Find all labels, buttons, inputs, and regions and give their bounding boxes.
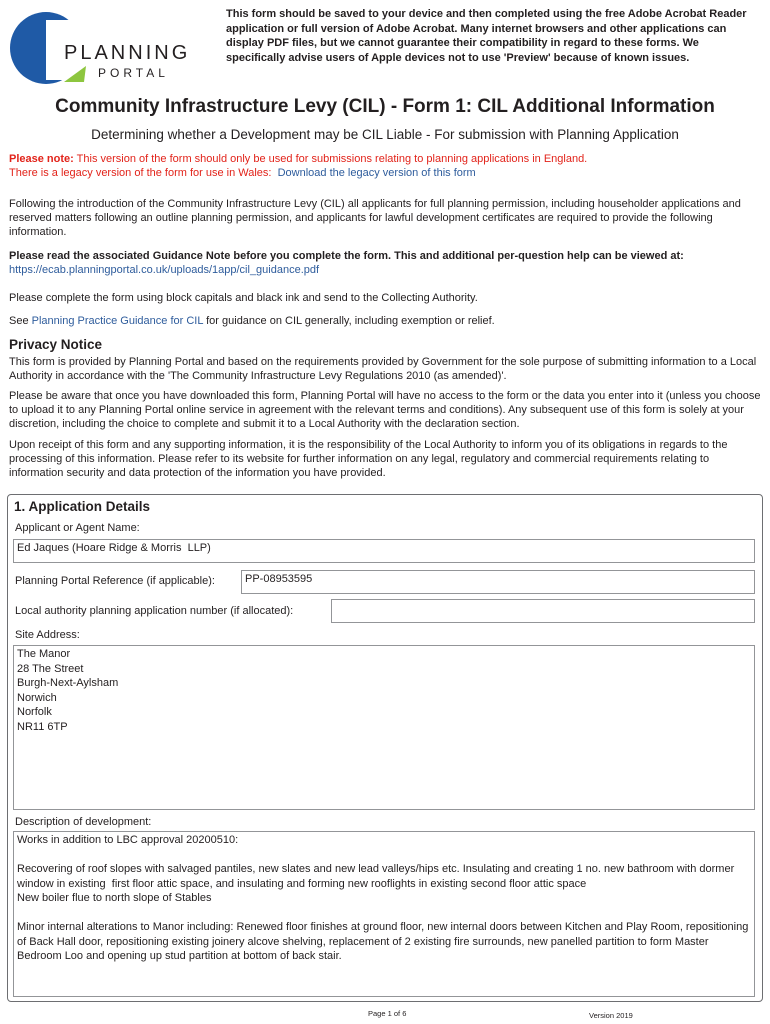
lpa-number-field[interactable] (331, 599, 755, 623)
page-title: Community Infrastructure Levy (CIL) - Form 1: CIL Additional Information (55, 96, 715, 117)
privacy-p2: Please be aware that once you have downloaded this form, Planning Portal will have no access to the form or the data you enter into it (unless you choose to upload it to any Planning Portal online service in agreement with the relevant terms and conditions). Any subsequent use of this form is solely at your discretion, including the choice to complete and submit it to a Local Authority with the declaration section. (9, 390, 761, 431)
page-number: Page 1 of 6 (368, 1009, 407, 1018)
site-address-field[interactable]: The Manor 28 The Street Burgh-Next-Aylsham Norwich Norfolk NR11 6TP (13, 645, 755, 810)
planning-portal-logo (10, 12, 190, 86)
section-title: 1. Application Details (14, 499, 151, 514)
pp-reference-label: Planning Portal Reference (if applicable): (15, 575, 215, 587)
notice-text: This version of the form should only be used for submissions relating to planning applications in England. (73, 153, 588, 165)
wales-legacy-link[interactable]: Download the legacy version of this form (277, 167, 476, 180)
logo-text-planning: PLANNING (64, 42, 191, 64)
privacy-p1: This form is provided by Planning Portal and based on the requirements provided by Government for the sole purpose of submitting information to a Local Authority in accordance with the 'The Community Infrastructure Levy Regulations 2010 (as amended)'. (9, 356, 757, 383)
guidance-block (9, 249, 761, 277)
see-post: for guidance on CIL generally, including exemption or relief. (203, 315, 495, 327)
applicant-label: Applicant or Agent Name: (15, 522, 140, 534)
see-guidance (9, 314, 761, 328)
version-label: Version 2019 (589, 1011, 633, 1020)
ppg-cil-link[interactable]: Planning Practice Guidance for CIL (31, 315, 204, 327)
description-field[interactable]: Works in addition to LBC approval 20200510: Recovering of roof slopes with salvaged pantiles, new slates and new lead valleys/hips etc. Insulating and creating 1 no. new bathroom with dormer window in existing first floor attic space, and insulating and forming new rooflights in existing second floor attic space New boiler flue to north slope of Stables Minor internal alterations to Manor including: Renewed floor finishes at ground floor, new internal doors between Kitchen and Play Room, repositioning of Back Hall door, repositioning existing joinery alcove shelving, replacement of 2 existing fire surrounds, new panelled partition to form Master Bedroom Loo and opening up stud partition at bottom of back stair. (13, 831, 755, 997)
guidance-text: Please read the associated Guidance Note before you complete the form. This and additional per-question help can be viewed at: (9, 250, 684, 262)
notice-label: Please note: (9, 153, 74, 165)
see-pre: See (9, 315, 32, 327)
logo-text-portal: PORTAL (98, 66, 169, 80)
pp-reference-field[interactable]: PP-08953595 (241, 570, 755, 594)
leaf-icon (64, 66, 88, 82)
site-address-label: Site Address: (15, 629, 80, 641)
applicant-name-field[interactable]: Ed Jaques (Hoare Ridge & Morris LLP) (13, 539, 755, 563)
guidance-link[interactable]: https://ecab.planningportal.co.uk/uploads/1app/cil_guidance.pdf (9, 264, 320, 277)
save-instructions: This form should be saved to your device and then completed using the free Adobe Acrobat Reader application or full version of Adobe Acrobat. Many internet browsers and other applications can display PDF files, but we cannot guarantee their compatibility in regard to these forms. We specifically advise users of Apple devices not to use 'Preview' because of known issues. (226, 8, 747, 64)
privacy-p3: Upon receipt of this form and any supporting information, it is the responsibility of the Local Authority to inform you of its obligations in regards to the processing of this information. Please refer to its website for further information on any legal, regulatory and commercial requirements relating to information security and data protection of the information you have provided. (9, 439, 728, 480)
wales-text: There is a legacy version of the form for use in Wales: (9, 167, 272, 180)
notice-block (9, 152, 761, 180)
lpa-number-label: Local authority planning application number (if allocated): (15, 605, 294, 617)
intro-text: Following the introduction of the Community Infrastructure Levy (CIL) all applicants for full planning permission, including householder applications and reserved matters following an outline planning permission, and applicants for lawful development certificates are required to provide the following information. (9, 198, 741, 239)
description-label: Description of development: (15, 816, 152, 828)
complete-instructions: Please complete the form using block capitals and black ink and send to the Collecting Authority. (9, 292, 478, 304)
page-subtitle: Determining whether a Development may be CIL Liable - For submission with Planning Application (91, 127, 679, 142)
privacy-heading: Privacy Notice (9, 337, 103, 352)
